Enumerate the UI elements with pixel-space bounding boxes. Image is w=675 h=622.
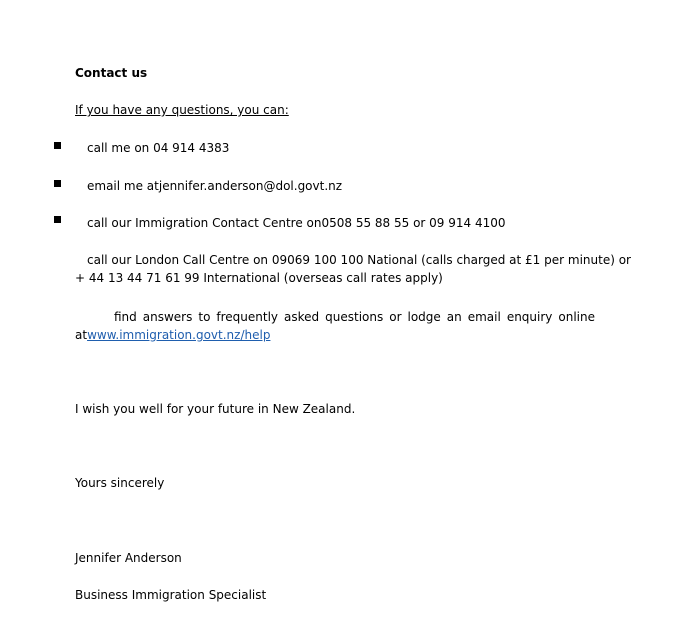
london-call-centre-line-1: call our London Call Centre on 09069 100 100 National (calls charged at £1 per minute) or [87, 253, 631, 267]
bullet-square-icon [54, 216, 61, 223]
bullet-square-icon [54, 142, 61, 149]
contact-item-phone: call me on 04 914 4383 [87, 141, 230, 155]
contact-item-immigration-centre: call our Immigration Contact Centre on0508 55 88 55 or 09 914 4100 [87, 216, 506, 230]
contact-heading: Contact us [75, 66, 148, 80]
closing-salutation: Yours sincerely [75, 476, 165, 490]
closing-wish: I wish you well for your future in New Zealand. [75, 402, 356, 416]
find-answers-line-1: find answers to frequently asked questions or lodge an email enquiry online [114, 310, 595, 324]
find-answers-line-2 [75, 328, 270, 343]
find-answers-prefix: at [75, 328, 88, 342]
immigration-help-link[interactable]: www.immigration.govt.nz/help [87, 328, 271, 342]
contact-intro: If you have any questions, you can: [75, 103, 289, 117]
signatory-name: Jennifer Anderson [75, 551, 182, 565]
signatory-title: Business Immigration Specialist [75, 588, 267, 602]
bullet-square-icon [54, 180, 61, 187]
contact-item-email: email me atjennifer.anderson@dol.govt.nz [87, 179, 343, 193]
london-call-centre-line-2: + 44 13 44 71 61 99 International (overseas call rates apply) [75, 271, 443, 285]
